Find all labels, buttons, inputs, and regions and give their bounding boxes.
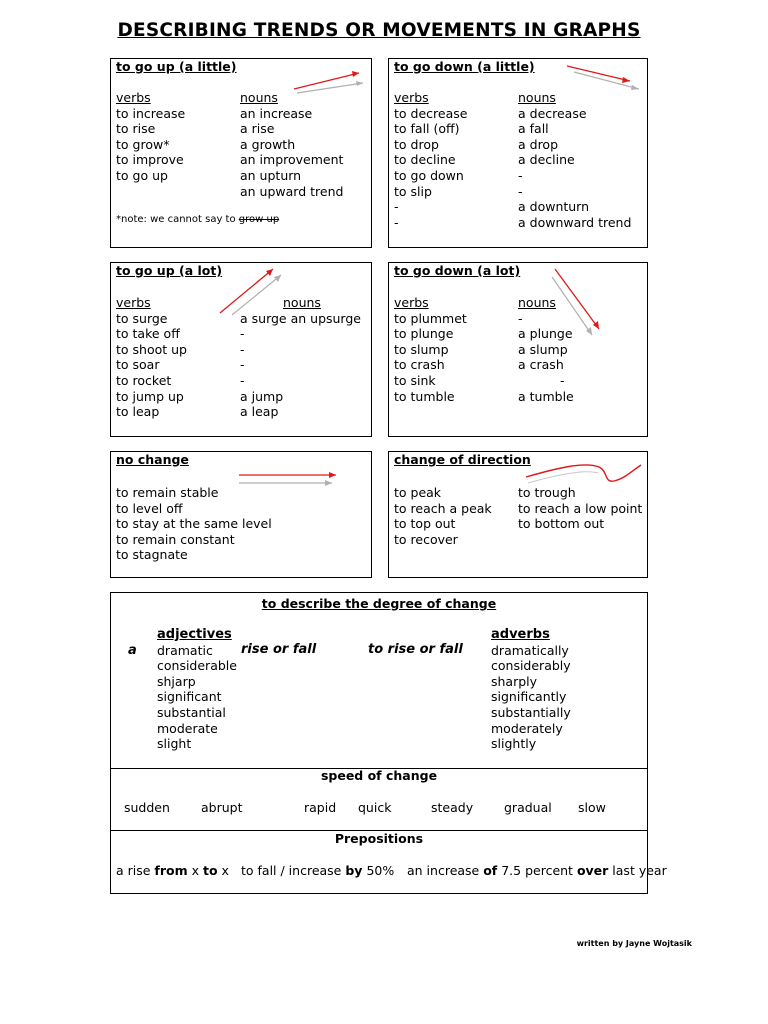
nouns-column (240, 295, 361, 420)
prepositions-heading: Prepositions (334, 831, 424, 846)
adverb-item: significantly (491, 689, 567, 705)
adjective-item: significant (157, 689, 222, 705)
verb-item: to jump up (116, 388, 184, 404)
preposition-example (116, 863, 229, 878)
box-down-little (388, 58, 648, 248)
wave-curve-icon (524, 457, 644, 487)
noun-item: an increase (240, 105, 313, 121)
verb-item: to shoot up (116, 341, 187, 357)
verbs-label: verbs (394, 295, 429, 310)
list-item: to remain stable (116, 485, 219, 500)
verb-item: to soar (116, 357, 160, 373)
verb-item: to fall (off) (394, 121, 460, 137)
noun-item: - (240, 341, 245, 357)
verb-item: to sink (394, 372, 436, 388)
adjectives-label: adjectives (157, 627, 232, 642)
box-no-change (110, 451, 372, 578)
verbs-label: verbs (116, 295, 151, 310)
keyword: over (576, 863, 609, 878)
adverb-item: considerably (491, 658, 571, 674)
verb-item: to leap (116, 404, 160, 420)
text: to fall / increase (241, 863, 346, 878)
noun-item: a leap (240, 404, 279, 420)
noun-item: - (518, 310, 523, 326)
text: x (187, 863, 203, 878)
verb-item: - (394, 199, 399, 215)
box-down-lot (388, 262, 648, 437)
verb-item: to tumble (394, 388, 455, 404)
verb-item: to rise (116, 121, 156, 137)
noun-item: a slump (518, 341, 568, 357)
box-heading: change of direction (394, 452, 531, 467)
verb-item: to drop (394, 136, 439, 152)
nouns-label: nouns (283, 295, 321, 310)
author-credit: written by Jayne Wojtasik (576, 939, 692, 948)
adjective-item: substantial (157, 704, 226, 720)
speed-heading: speed of change (320, 768, 438, 783)
verb-item: to plunge (394, 326, 454, 342)
noun-item: a surge an upsurge (240, 310, 361, 326)
noun-item: an improvement (240, 152, 344, 168)
box-heading: to go up (a little) (116, 59, 237, 74)
adverb-item: dramatically (491, 642, 569, 658)
verbs-column (394, 90, 467, 230)
article-a: a (128, 643, 137, 658)
box-heading: to go up (a lot) (116, 263, 223, 278)
box-change-direction (388, 451, 648, 578)
down-little-arrow-icon (564, 63, 644, 93)
verbs-column (116, 90, 185, 184)
nouns-column (518, 295, 574, 404)
verb-item: to grow* (116, 136, 170, 152)
noun-item: - (240, 357, 245, 373)
text: an increase (407, 863, 484, 878)
noun-item: - (560, 372, 565, 388)
adjective-item: dramatic (157, 642, 213, 658)
speed-item: gradual (504, 800, 552, 815)
adverbs-column (491, 627, 571, 752)
page-title: DESCRIBING TRENDS OR MOVEMENTS IN GRAPHS (117, 20, 641, 41)
nouns-label: nouns (240, 90, 278, 105)
box-heading: no change (116, 452, 189, 467)
noun-item: a downward trend (518, 214, 632, 230)
noun-item: - (240, 326, 245, 342)
speed-item: quick (358, 800, 392, 815)
verb-item: to decrease (394, 105, 468, 121)
verb-item: to surge (116, 310, 168, 326)
note-text: *note: we cannot say to (116, 214, 239, 225)
list-item: to reach a low point (518, 500, 643, 516)
verb-item: to decline (394, 152, 456, 168)
text: a rise (116, 863, 155, 878)
verbs-label: verbs (116, 90, 151, 105)
text: 7.5 percent (497, 863, 577, 878)
verb-phrase: to rise or fall (368, 642, 463, 657)
adverbs-label: adverbs (491, 627, 550, 642)
box-up-lot (110, 262, 372, 437)
verb-item: to slump (394, 341, 449, 357)
list-item: to bottom out (518, 516, 605, 532)
noun-item: - (240, 372, 245, 388)
speed-item: sudden (124, 800, 170, 815)
verb-item: to plummet (394, 310, 467, 326)
noun-item: a growth (240, 136, 296, 152)
list-item: to remain constant (116, 531, 235, 547)
noun-item: a downturn (518, 199, 590, 215)
noun-item: a decrease (518, 105, 587, 121)
keyword: to (203, 863, 218, 878)
note (116, 214, 279, 225)
adjective-item: slight (157, 736, 192, 752)
verb-item: to crash (394, 357, 445, 373)
speed-item: abrupt (201, 800, 243, 815)
noun-item: a drop (518, 136, 559, 152)
adverb-item: slightly (491, 736, 537, 752)
noun-item: a crash (518, 357, 564, 373)
noun-item: - (518, 183, 523, 199)
verb-item: to rocket (116, 372, 172, 388)
verbs-label: verbs (394, 90, 429, 105)
verb-item: to slip (394, 183, 432, 199)
nouns-label: nouns (518, 90, 556, 105)
direction-left-list (394, 485, 492, 547)
preposition-example (407, 863, 667, 878)
degree-speed-prepositions-box (110, 592, 667, 894)
verbs-column (394, 295, 467, 404)
adverb-item: sharply (491, 673, 538, 689)
list-item: to reach a peak (394, 500, 492, 516)
list-item: to trough (518, 485, 576, 500)
noun-item: a fall (518, 121, 549, 137)
noun-item: a rise (240, 121, 275, 137)
noun-phrase: rise or fall (241, 642, 317, 657)
noun-item: a tumble (518, 388, 574, 404)
box-heading: to go down (a little) (394, 59, 535, 74)
text: 50% (362, 863, 395, 878)
verb-item: - (394, 214, 399, 230)
adjective-item: moderate (157, 720, 218, 736)
note-strike: grow up (238, 214, 280, 225)
keyword: from (154, 863, 188, 878)
list-item: to level off (116, 500, 183, 516)
speed-item: slow (578, 800, 606, 815)
box-up-little (110, 58, 372, 248)
adverb-item: moderately (491, 720, 563, 736)
verb-item: to improve (116, 152, 184, 168)
list-item: to stagnate (116, 547, 188, 563)
speed-item: steady (431, 800, 474, 815)
box-heading: to go down (a lot) (394, 263, 521, 278)
nouns-column (240, 90, 343, 199)
text: x (217, 863, 229, 878)
no-change-list (116, 485, 272, 563)
verb-item: to take off (116, 326, 180, 342)
verb-item: to go up (116, 167, 168, 183)
noun-item: a decline (518, 152, 575, 168)
keyword: of (483, 863, 498, 878)
degree-heading: to describe the degree of change (261, 596, 497, 611)
adjective-item: shjarp (157, 673, 196, 689)
keyword: by (345, 863, 363, 878)
noun-item: - (518, 167, 523, 183)
list-item: to peak (394, 485, 442, 500)
list-item: to stay at the same level (116, 516, 272, 532)
text: last year (608, 863, 667, 878)
noun-item: an upturn (240, 167, 302, 183)
verb-item: to go down (394, 167, 464, 183)
noun-item: an upward trend (240, 183, 344, 199)
adjectives-column (157, 627, 237, 752)
verb-item: to increase (116, 105, 186, 121)
direction-right-list (518, 485, 642, 532)
adjective-item: considerable (157, 658, 237, 674)
preposition-example (241, 863, 394, 878)
noun-item: a plunge (518, 326, 573, 342)
adverb-item: substantially (491, 704, 571, 720)
verbs-column (116, 295, 187, 420)
list-item: to top out (394, 516, 456, 532)
list-item: to recover (394, 531, 458, 547)
speed-item: rapid (304, 800, 337, 815)
nouns-label: nouns (518, 295, 556, 310)
noun-item: a jump (240, 388, 284, 404)
nouns-column (518, 90, 631, 230)
